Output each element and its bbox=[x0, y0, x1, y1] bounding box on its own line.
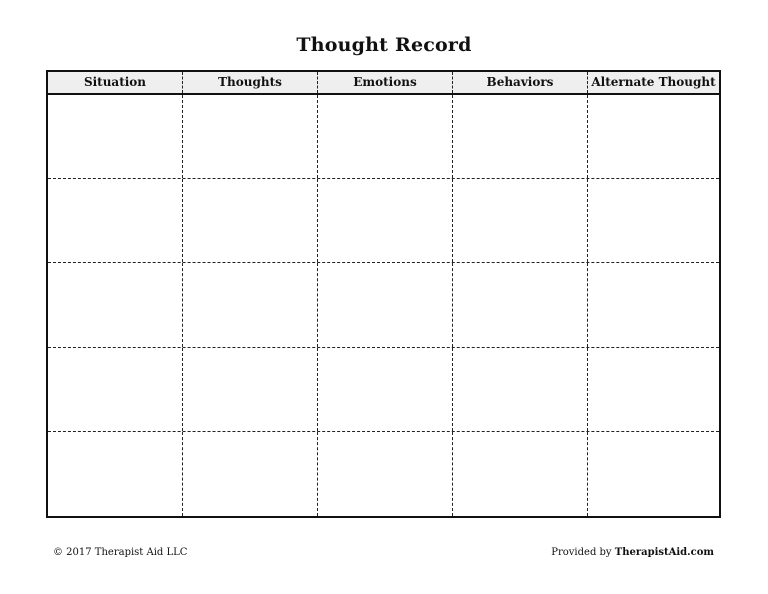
column-header-behaviors: Behaviors bbox=[453, 72, 588, 93]
brand-name: TherapistAid.com bbox=[614, 547, 714, 558]
thought-record-table bbox=[46, 70, 721, 518]
provided-by-label: Provided by bbox=[551, 547, 612, 558]
table-cell-behaviors bbox=[453, 348, 588, 431]
table-cell-thoughts bbox=[183, 95, 318, 178]
table-row bbox=[48, 263, 719, 347]
table-cell-alternate-thought bbox=[588, 179, 719, 262]
table-cell-alternate-thought bbox=[588, 95, 719, 178]
table-body bbox=[48, 95, 719, 516]
table-cell-thoughts bbox=[183, 179, 318, 262]
table-cell-situation bbox=[48, 263, 183, 346]
table-cell-behaviors bbox=[453, 432, 588, 516]
table-cell-situation bbox=[48, 432, 183, 516]
table-cell-alternate-thought bbox=[588, 432, 719, 516]
table-cell-behaviors bbox=[453, 95, 588, 178]
table-cell-behaviors bbox=[453, 179, 588, 262]
table-row bbox=[48, 432, 719, 516]
table-cell-thoughts bbox=[183, 432, 318, 516]
table-cell-alternate-thought bbox=[588, 263, 719, 346]
table-header-row bbox=[48, 72, 719, 95]
table-cell-alternate-thought bbox=[588, 348, 719, 431]
page-title: Thought Record bbox=[296, 34, 472, 56]
table-row bbox=[48, 348, 719, 432]
table-cell-emotions bbox=[318, 348, 453, 431]
table-cell-emotions bbox=[318, 263, 453, 346]
table-row bbox=[48, 179, 719, 263]
column-header-alternate-thought: Alternate Thought bbox=[591, 75, 716, 89]
table-cell-thoughts bbox=[183, 263, 318, 346]
column-header-situation: Situation bbox=[48, 72, 183, 93]
column-header-emotions: Emotions bbox=[318, 72, 453, 93]
table-row bbox=[48, 95, 719, 179]
table-cell-behaviors bbox=[453, 263, 588, 346]
table-cell-thoughts bbox=[183, 348, 318, 431]
table-cell-emotions bbox=[318, 95, 453, 178]
table-cell-emotions bbox=[318, 432, 453, 516]
column-header-thoughts: Thoughts bbox=[183, 72, 318, 93]
table-cell-situation bbox=[48, 348, 183, 431]
provided-by-credit bbox=[551, 546, 714, 560]
table-cell-situation bbox=[48, 179, 183, 262]
table-cell-emotions bbox=[318, 179, 453, 262]
table-cell-situation bbox=[48, 95, 183, 178]
copyright-notice: © 2017 Therapist Aid LLC bbox=[53, 547, 188, 558]
